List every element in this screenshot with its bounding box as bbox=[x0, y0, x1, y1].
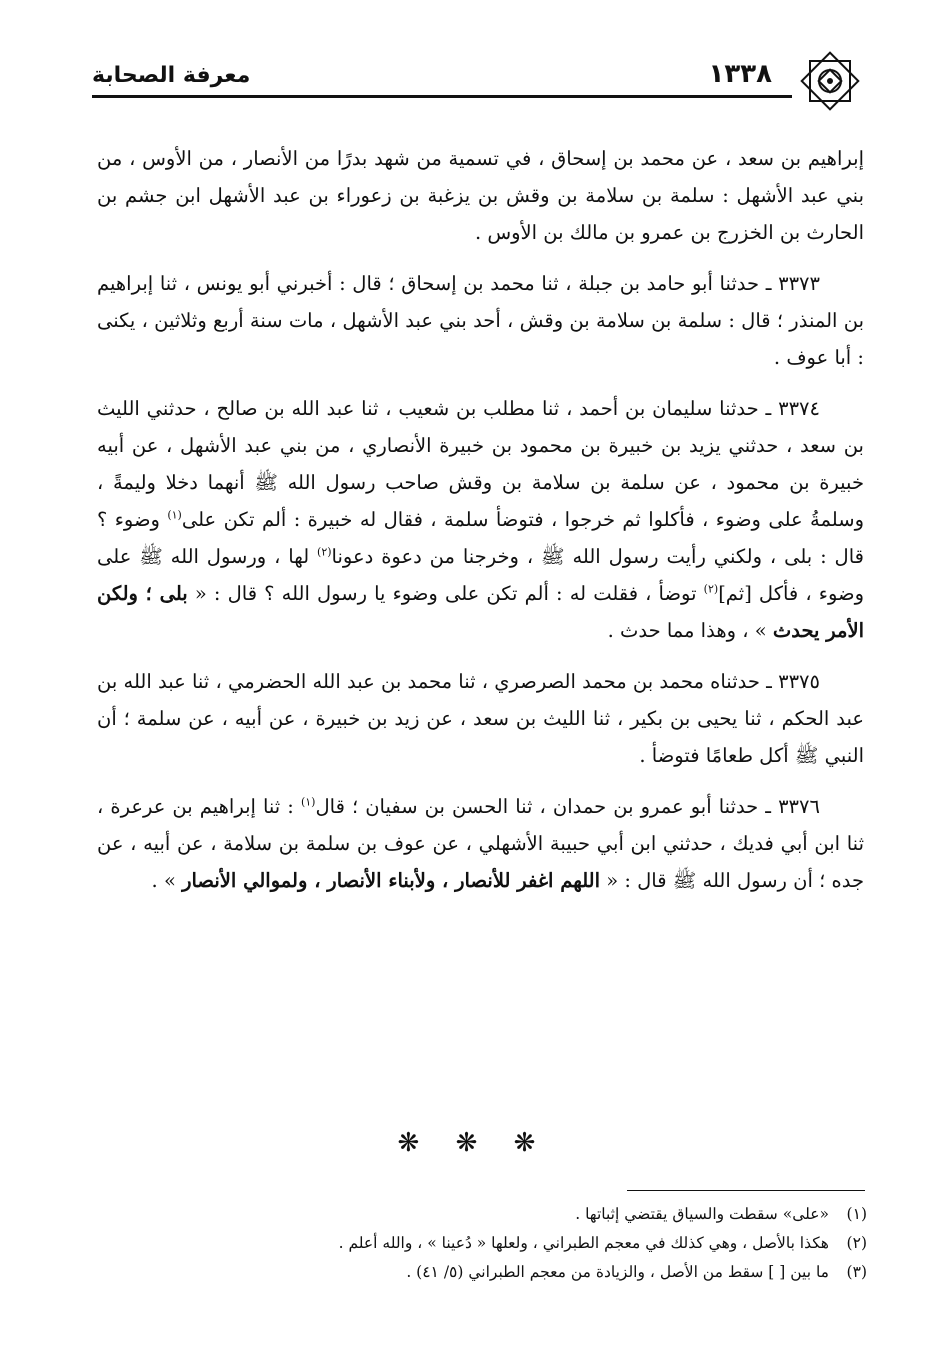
section-separator: ❋ ❋ ❋ bbox=[397, 1128, 550, 1158]
page-header bbox=[92, 55, 862, 101]
footnote-ref: (٢) bbox=[317, 545, 332, 559]
footnotes bbox=[97, 1200, 867, 1287]
paragraph-intro: إبراهيم بن سعد ، عن محمد بن إسحاق ، في تسمية من شهد بدرًا من الأنصار ، من الأوس ، من بني عبد الأشهل : سلمة بن سلامة بن وقش بن يزغبة بن زعوراء بن عبد الأشهل ابن جشم بن الحارث بن الخزرج بن عمرو بن مالك بن الأوس . bbox=[97, 147, 864, 244]
header-rule bbox=[92, 95, 792, 98]
footnote-rule bbox=[627, 1190, 865, 1191]
paragraph-3376: ٣٣٧٦ ـ حدثنا أبو عمرو بن حمدان ، ثنا الحسن بن سفيان ؛ قال$^{(١)}$ : ثنا إبراهيم بن عرعرة ، ثنا ابن أبي فديك ، حدثني ابن أبي حبيبة الأشهلي ، عن عوف بن سلمة بن سلامة ، عن أبيه ، عن جده ؛ أن رسول الله ﷺ قال : « اللهم اغفر للأنصار ، ولأبناء الأنصار ، ولموالي الأنصار » . bbox=[97, 795, 864, 892]
paragraph-3374: ٣٣٧٤ ـ حدثنا سليمان بن أحمد ، ثنا مطلب بن شعيب ، ثنا عبد الله بن صالح ، حدثني الليث بن سعد ، حدثني يزيد بن خبيرة بن محمود بن خبيرة الأنصاري ، من بني عبد الأشهل ، عن أبيه خبيرة بن محمود ، عن سلمة بن سلامة بن وقش صاحب رسول الله ﷺ أنهما دخلا وليمةً ، وسلمةُ على وضوء ، فأكلوا ثم خرجوا ، فتوضأ سلمة ، فقال له خبيرة : ألم تكن على$^{(١)}$ وضوء ؟ قال : بلى ، ولكني رأيت رسول الله ﷺ ، وخرجنا من دعوة دعونا$^{(٢)}$ لها ، ورسول الله ﷺ على وضوء ، فأكل [ثم]$^{(٢)}$ توضأ ، فقلت له : ألم تكن على وضوء يا رسول الله ؟ قال : « بلى ؛ ولكن الأمر يحدث » ، وهذا مما حدث . bbox=[97, 397, 864, 642]
footnote-ref: (١) bbox=[167, 508, 182, 522]
running-title: معرفة الصحابة bbox=[92, 63, 251, 88]
footnote-3: (٣)ما بين [ ] سقط من الأصل ، والزيادة من معجم الطبراني (٥/ ٤١) . bbox=[406, 1263, 867, 1281]
footnote-ref: (١) bbox=[300, 795, 316, 809]
paragraph-3373: ٣٣٧٣ ـ حدثنا أبو حامد بن جبلة ، ثنا محمد بن إسحاق ؛ قال : أخبرني أبو يونس ، ثنا إبراهيم بن المنذر ؛ قال : سلمة بن سلامة بن وقش ، أحد بني عبد الأشهل ، مات سنة أربع وثلاثين ، يكنى : أبا عوف . bbox=[97, 272, 864, 369]
page-number: ١٣٣٨ bbox=[708, 59, 772, 89]
footnote-1: (١)«على» سقطت والسياق يقتضي إثباتها . bbox=[575, 1205, 867, 1223]
hadith-quote: اللهم اغفر للأنصار ، ولأبناء الأنصار ، ولموالي الأنصار bbox=[182, 869, 601, 892]
paragraph-3375: ٣٣٧٥ ـ حدثناه محمد بن محمد الصرصري ، ثنا محمد بن عبد الله الحضرمي ، ثنا عبد الله بن عبد الحكم ، ثنا يحيى بن بكير ، ثنا الليث بن سعد ، عن زيد بن خبيرة ، عن أبيه ، عن سلمة ؛ أن النبي ﷺ أكل طعامًا فتوضأ . bbox=[97, 670, 864, 767]
main-text bbox=[97, 140, 864, 913]
hadith-quote: بلى ؛ ولكن الأمر يحدث bbox=[97, 582, 864, 642]
octagram-ornament-icon bbox=[798, 49, 862, 113]
footnote-2: (٢)هكذا بالأصل ، وهي كذلك في معجم الطبراني ، ولعلها « دُعينا » ، والله أعلم . bbox=[338, 1234, 867, 1252]
footnote-ref: (٢) bbox=[703, 582, 719, 596]
